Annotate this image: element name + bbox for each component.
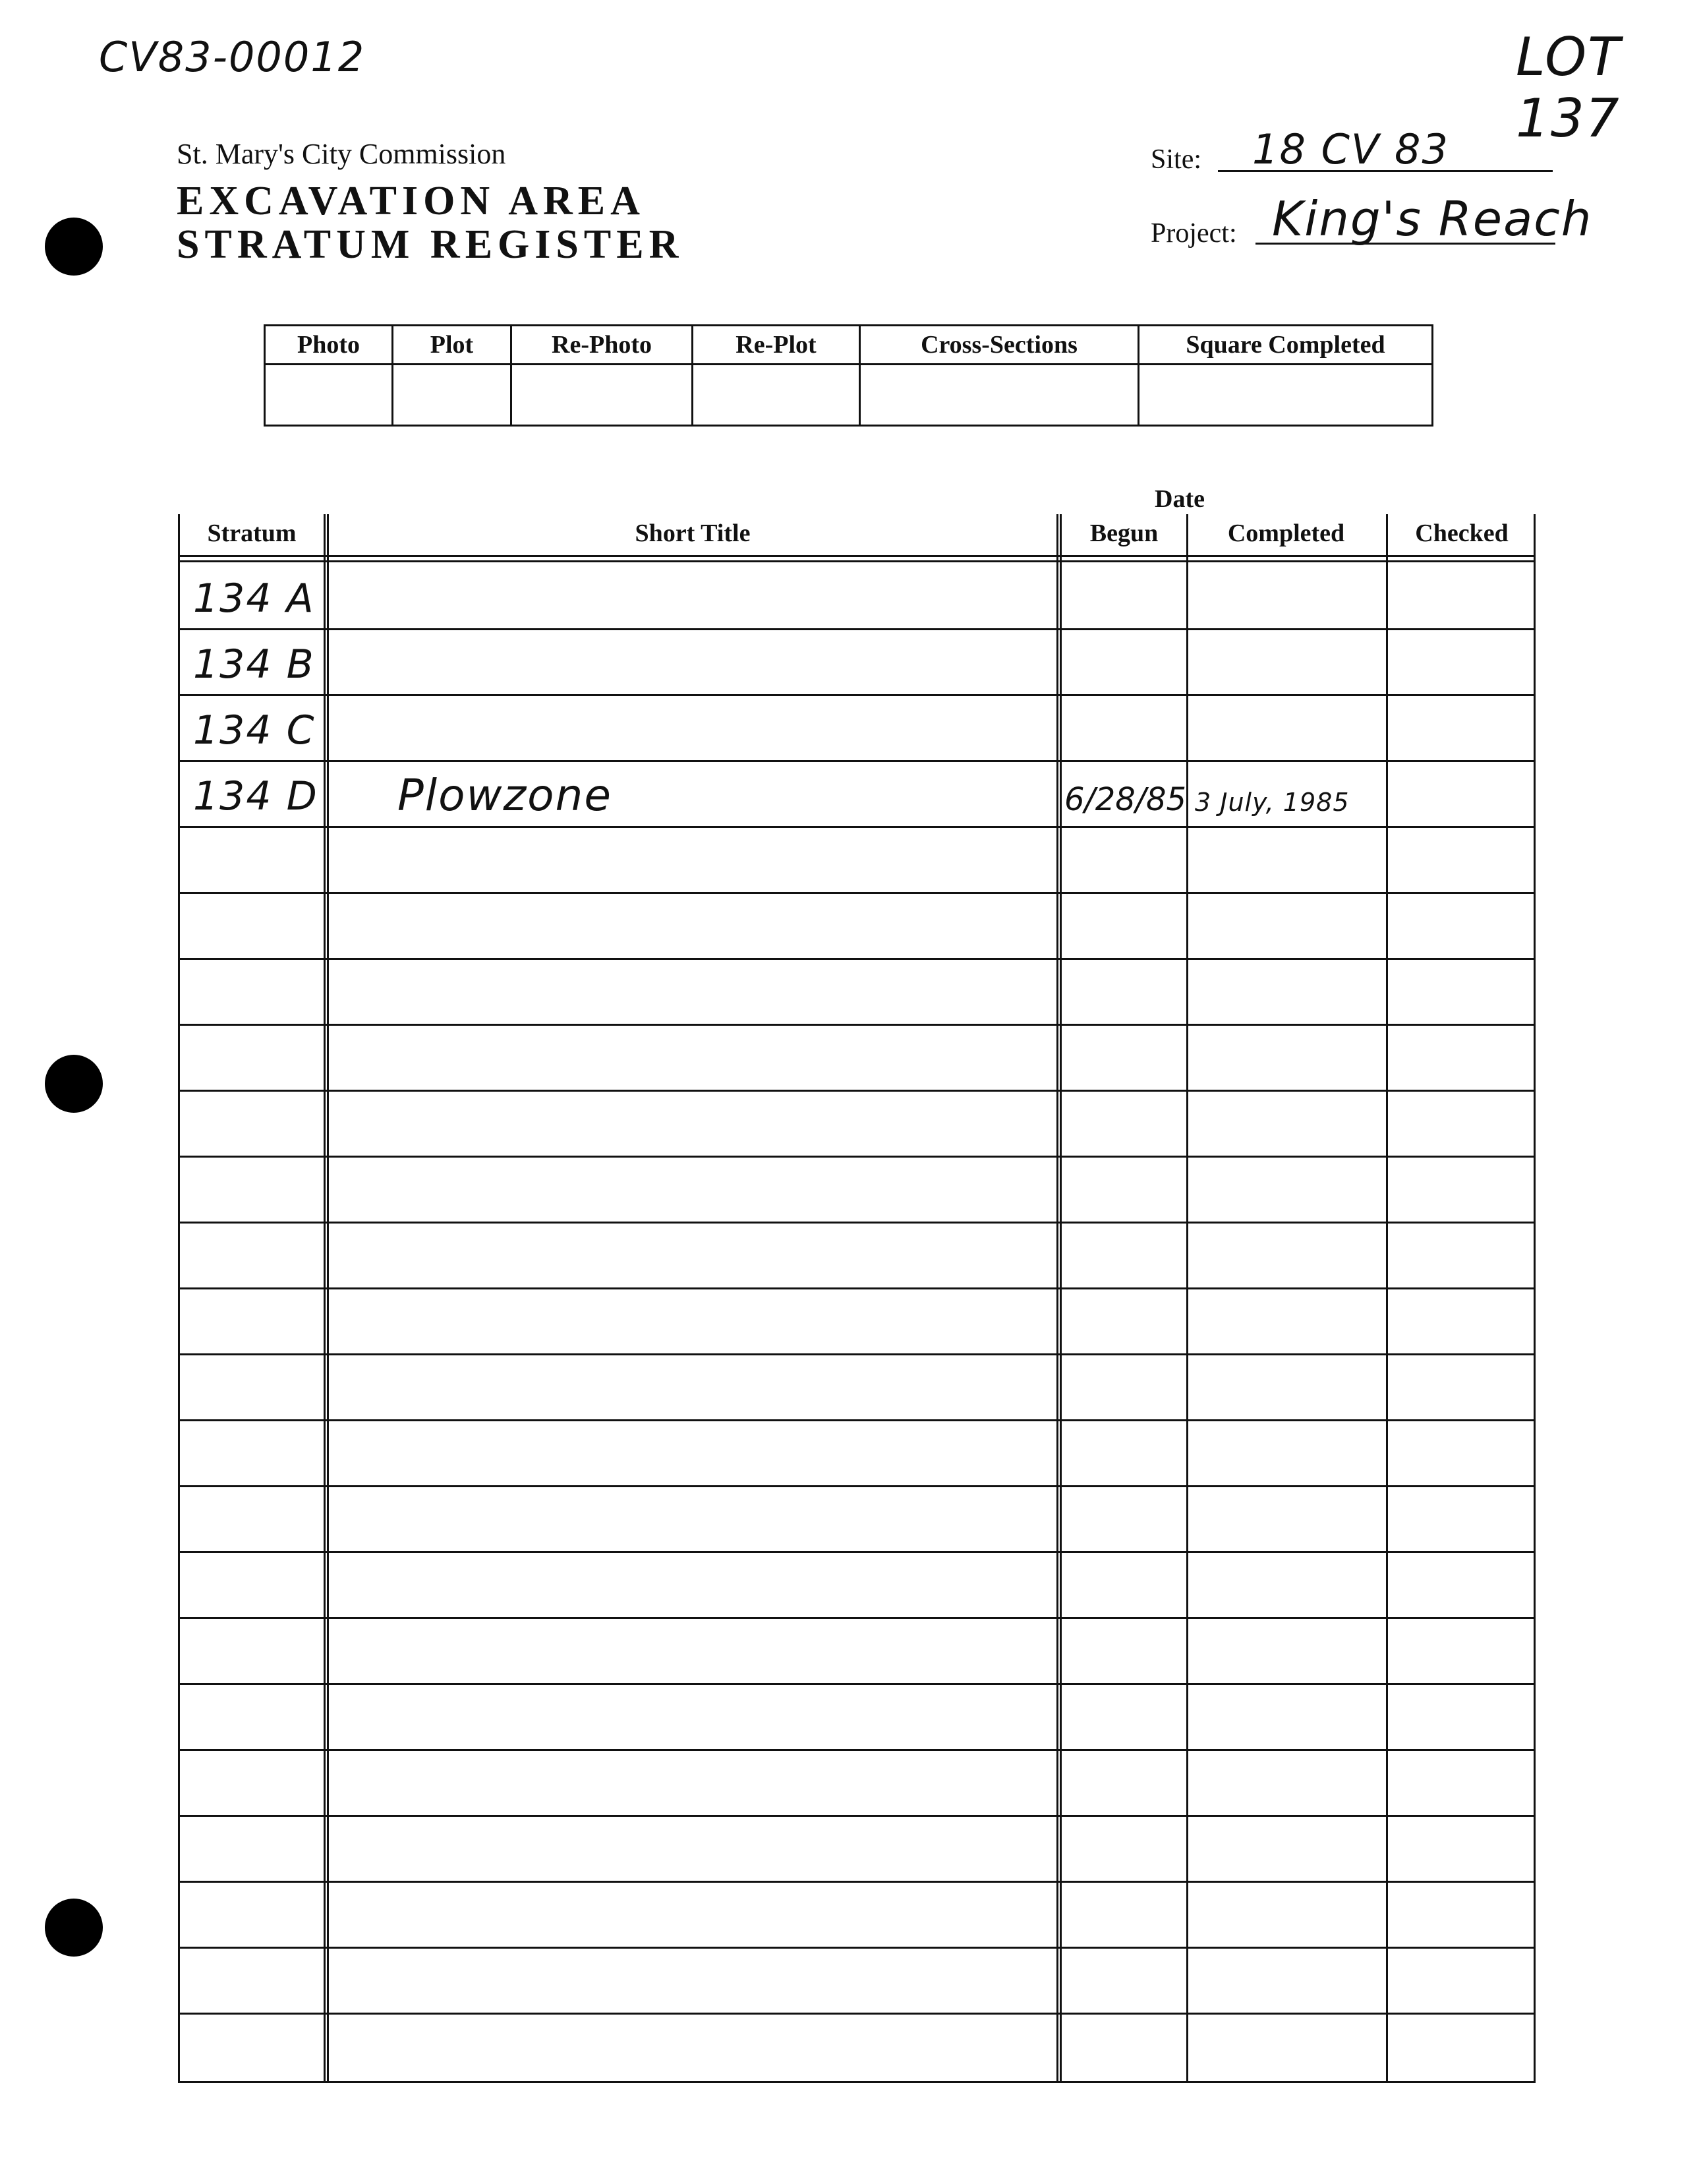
binder-hole-top — [45, 218, 103, 276]
begun-header: Begun — [1089, 519, 1159, 547]
begun-cell-134d[interactable]: 6/28/85 — [1064, 781, 1187, 818]
row-rule — [180, 1024, 1534, 1026]
form-title-line1: EXCAVATION AREA — [177, 179, 645, 223]
photo-status-table — [264, 324, 1433, 427]
stratum-register-table — [178, 514, 1536, 2083]
re-plot-header: Re-Plot — [693, 326, 861, 363]
stratum-cell-134b[interactable]: 134 B — [193, 641, 315, 688]
re-photo-cell[interactable] — [512, 363, 693, 425]
stratum-cell-134a[interactable]: 134 A — [193, 576, 315, 622]
re-photo-header: Re-Photo — [512, 326, 693, 363]
row-rule — [180, 892, 1534, 894]
column-divider — [324, 514, 329, 2081]
photo-cell[interactable] — [266, 363, 393, 425]
row-rule — [180, 826, 1534, 828]
cross-sections-header: Cross-Sections — [861, 326, 1139, 363]
organization-name: St. Mary's City Commission — [177, 138, 506, 170]
header-rule — [180, 555, 1534, 557]
row-rule — [180, 1222, 1534, 1224]
binder-hole-middle — [45, 1055, 103, 1113]
row-rule — [180, 1287, 1534, 1289]
checked-header: Checked — [1415, 519, 1509, 547]
site-label: Site: — [1151, 144, 1202, 175]
row-rule — [180, 1749, 1534, 1751]
column-divider — [1186, 514, 1188, 2081]
row-rule — [180, 1947, 1534, 1949]
stratum-cell-134c[interactable]: 134 C — [193, 707, 316, 753]
document-id: CV83-00012 — [99, 33, 366, 81]
row-rule — [180, 958, 1534, 960]
completed-header: Completed — [1227, 519, 1345, 547]
re-plot-cell[interactable] — [693, 363, 861, 425]
row-rule — [180, 1090, 1534, 1092]
header-rule — [180, 560, 1534, 562]
stratum-header: Stratum — [207, 519, 297, 547]
row-rule — [180, 1353, 1534, 1355]
row-rule — [180, 1156, 1534, 1158]
site-value[interactable]: 18 CV 83 — [1252, 125, 1449, 173]
stratum-cell-134d[interactable]: 134 D — [193, 773, 318, 819]
completed-cell-134d[interactable]: 3 July, 1985 — [1195, 788, 1350, 817]
square-completed-header: Square Completed — [1186, 331, 1385, 359]
row-rule — [180, 1617, 1534, 1619]
project-value[interactable]: King's Reach — [1272, 191, 1593, 247]
row-rule — [180, 1419, 1534, 1421]
row-rule — [180, 1485, 1534, 1487]
binder-hole-bottom — [45, 1899, 103, 1957]
date-group-header: Date — [1155, 485, 1205, 513]
short-title-header: Short Title — [635, 519, 751, 547]
lot-number: LOT 137 — [1516, 26, 1621, 149]
row-rule — [180, 1881, 1534, 1883]
plot-header: Plot — [393, 326, 512, 363]
column-divider — [1056, 514, 1062, 2081]
square-completed-cell[interactable] — [1139, 363, 1431, 425]
form-title-line2: STRATUM REGISTER — [177, 222, 684, 267]
photo-header: Photo — [266, 326, 393, 363]
column-divider — [1386, 514, 1388, 2081]
row-rule — [180, 760, 1534, 762]
cross-sections-cell[interactable] — [861, 363, 1139, 425]
row-rule — [180, 1551, 1534, 1553]
row-rule — [180, 694, 1534, 696]
project-label: Project: — [1151, 218, 1237, 249]
plot-cell[interactable] — [393, 363, 512, 425]
row-rule — [180, 628, 1534, 630]
row-rule — [180, 1683, 1534, 1685]
short-title-cell-134d[interactable]: Plowzone — [397, 770, 612, 821]
row-rule — [180, 2013, 1534, 2015]
row-rule — [180, 1815, 1534, 1817]
